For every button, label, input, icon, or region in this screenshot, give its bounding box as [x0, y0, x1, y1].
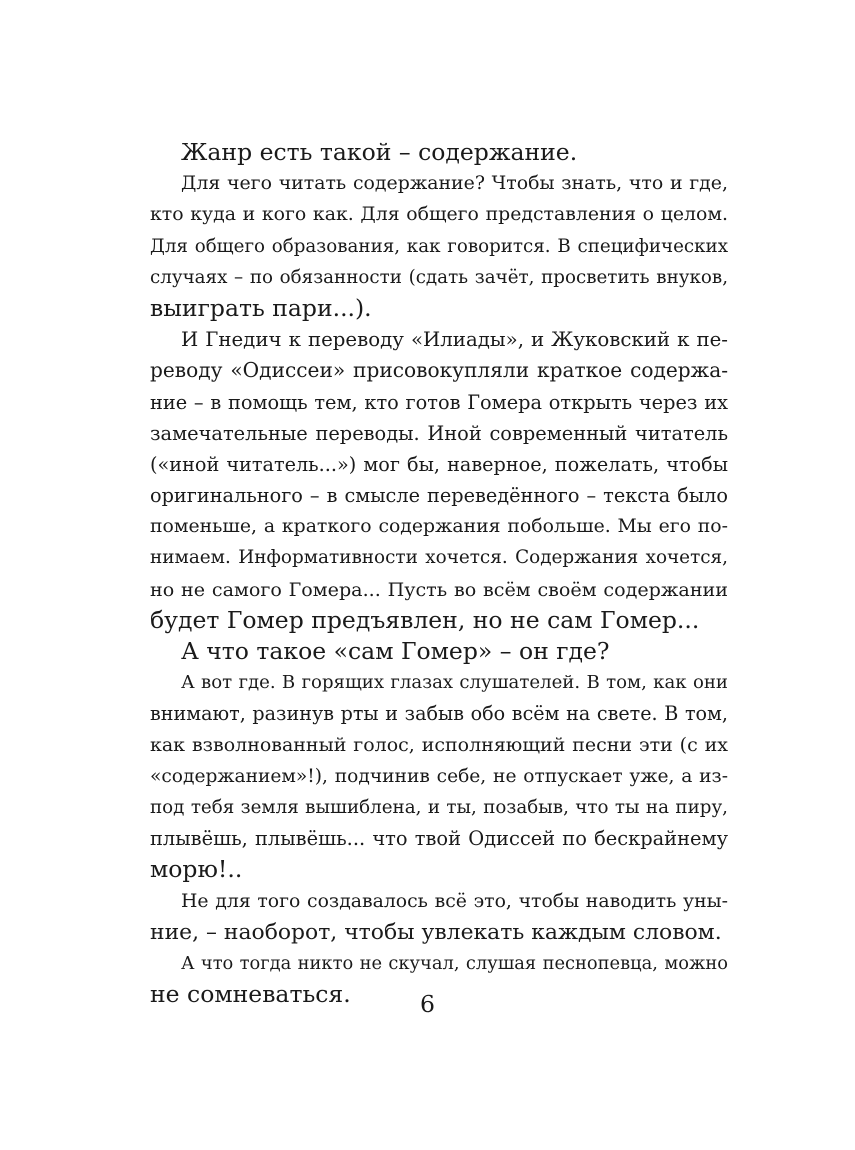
paragraph-3-line: оригинального – в смысле переведённого – текста было: [150, 484, 728, 508]
paragraph-5-line: морю!..: [150, 855, 243, 884]
paragraph-6-line: ние, – наоборот, чтобы увлекать каждым словом.: [150, 919, 722, 945]
paragraph-3-line: нимаем. Информативности хочется. Содержания хочется,: [150, 547, 728, 569]
paragraph-3-line: реводу «Одиссеи» присовокупляли краткое содержа-: [150, 358, 728, 383]
paragraph-5-line: плывёшь, плывёшь... что твой Одиссей по бескрайнему: [150, 827, 728, 851]
paragraph-3-line: замечательные переводы. Иной современный читатель: [150, 421, 728, 445]
paragraph-3-line: ние – в помощь тем, кто готов Гомера открыть через их: [150, 390, 728, 414]
paragraph-3-line: («иной читатель...») мог бы, наверное, пожелать, чтобы: [150, 452, 728, 476]
paragraph-7-line: А что тогда никто не скучал, слушая песнопевца, можно: [181, 952, 728, 974]
paragraph-5-line: под тебя земля вышиблена, и ты, позабыв, что ты на пиру,: [150, 796, 728, 818]
paragraph-2-line: кто куда и кого как. Для общего представления о целом.: [150, 203, 728, 226]
paragraph-6-line: Не для того создавалось всё это, чтобы наводить уны-: [181, 890, 728, 912]
paragraph-3-line: будет Гомер предъявлен, но не сам Гомер...: [150, 605, 700, 634]
paragraph-5-line: А вот где. В горящих глазах слушателей. В том, как они: [181, 672, 728, 694]
page-number: 6: [420, 990, 435, 1018]
paragraph-7-line: не сомневаться.: [150, 980, 351, 1009]
body-text: [150, 137, 728, 1010]
paragraph-3-line: И Гнедич к переводу «Илиады», и Жуковский к пе-: [181, 328, 728, 352]
paragraph-3-line: но не самого Гомера... Пусть во всём своём содержании: [150, 577, 728, 601]
paragraph-2-line: выиграть пари...).: [150, 293, 372, 322]
paragraph-4-line: А что такое «сам Гомер» – он где?: [181, 637, 610, 665]
paragraph-2-line: Для чего читать содержание? Чтобы знать, что и где,: [181, 172, 728, 195]
paragraph-5-line: «содержанием»!), подчинив себе, не отпускает уже, а из-: [150, 765, 728, 787]
paragraph-2-line: случаях – по обязанности (сдать зачёт, просветить внуков,: [150, 266, 728, 288]
paragraph-2-line: Для общего образования, как говорится. В специфических: [150, 235, 728, 257]
paragraph-1-line: Жанр есть такой – содержание.: [181, 138, 578, 166]
paragraph-5-line: как взволнованный голос, исполняющий песни эти (с их: [150, 733, 728, 756]
paragraph-5-line: внимают, разинув рты и забыв обо всём на свете. В том,: [150, 702, 728, 726]
paragraph-3-line: поменьше, а краткого содержания побольше. Мы его по-: [150, 516, 728, 538]
